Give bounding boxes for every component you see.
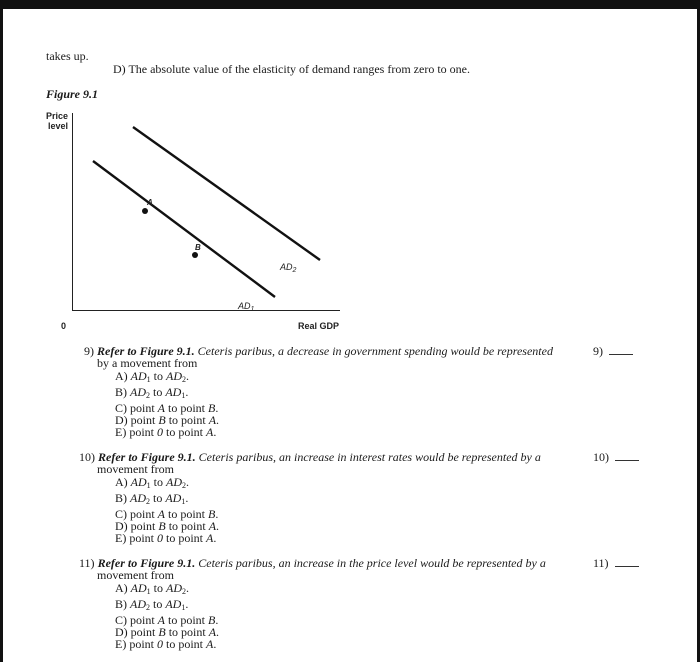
y-axis-label-line2: level <box>48 121 69 131</box>
previous-question-fragment: takes up. <box>46 49 89 63</box>
question-9-choice-d[interactable]: D) point B to point A. <box>115 413 220 427</box>
question-10-choice-a[interactable]: A) $AD_1$ to $AD_2$. <box>115 475 190 490</box>
point-b-marker <box>192 252 198 258</box>
origin-label: 0 <box>61 321 67 331</box>
answer-blank-10[interactable] <box>615 451 639 461</box>
question-10-choice-d[interactable]: D) point B to point A. <box>115 519 220 533</box>
question-10-choice-b[interactable]: B) $AD_2$ to $AD_1$. <box>115 491 189 506</box>
question-11-choice-b[interactable]: B) $AD_2$ to $AD_1$. <box>115 597 189 612</box>
question-9-stem-line2: by a movement from <box>97 356 198 370</box>
question-11-refer: Refer to Figure 9.1. <box>97 556 196 570</box>
y-axis-label-line1: Price <box>46 111 69 121</box>
question-9-number: 9) <box>84 344 94 358</box>
question-11-number: 11) <box>79 556 95 570</box>
point-b-label: B <box>195 243 201 252</box>
question-11-choice-a[interactable]: A) $AD_1$ to $AD_2$. <box>115 581 190 596</box>
window-top-bar <box>0 0 700 9</box>
point-a-label: A <box>147 198 153 207</box>
question-10-number: 10) <box>79 450 95 464</box>
question-9-choice-e[interactable]: E) point 0 to point A. <box>115 425 217 439</box>
question-9-refer: Refer to Figure 9.1. <box>97 344 195 358</box>
question-10-stem-line2: movement from <box>97 462 174 476</box>
ad1-label: $AD_1$ <box>238 301 255 313</box>
question-9-text: Ceteris paribus, a decrease in government spending would be represented <box>197 344 553 358</box>
previous-option-d: D) The absolute value of the elasticity of demand ranges from zero to one. <box>113 62 470 76</box>
x-axis-label: Real GDP <box>298 321 340 331</box>
ad2-curve <box>133 127 320 260</box>
answer-slot-9-number: 9) <box>593 344 603 358</box>
question-11-choice-d[interactable]: D) point B to point A. <box>115 625 220 639</box>
question-9-choice-a[interactable]: A) $AD_1$ to $AD_2$. <box>115 369 190 384</box>
answer-slot-11-number: 11) <box>593 556 609 570</box>
question-11-choice-e[interactable]: E) point 0 to point A. <box>115 637 217 651</box>
question-10-choice-c[interactable]: C) point A to point B. <box>115 507 219 521</box>
answer-blank-11[interactable] <box>615 557 639 567</box>
answer-slot-10-number: 10) <box>593 450 609 464</box>
question-9-choice-c[interactable]: C) point A to point B. <box>115 401 219 415</box>
figure-9-1-graph <box>40 105 360 337</box>
question-9-choice-b[interactable]: B) $AD_2$ to $AD_1$. <box>115 385 189 400</box>
question-10-refer: Refer to Figure 9.1. <box>98 450 196 464</box>
point-a-marker <box>142 208 148 214</box>
ad2-label: $AD_2$ <box>280 262 297 274</box>
answer-blank-9[interactable] <box>609 345 633 355</box>
ad1-curve <box>93 161 275 297</box>
question-11-choice-c[interactable]: C) point A to point B. <box>115 613 219 627</box>
question-10-text: Ceteris paribus, an increase in interest rates would be represented by a <box>198 450 541 464</box>
question-10-choice-e[interactable]: E) point 0 to point A. <box>115 531 217 545</box>
answer-slot-10[interactable] <box>593 451 639 464</box>
figure-caption: Figure 9.1 <box>46 87 99 101</box>
answer-slot-11[interactable] <box>593 557 639 570</box>
question-11-stem-line2: movement from <box>97 568 174 582</box>
window-left-border <box>0 0 3 662</box>
question-11-text: Ceteris paribus, an increase in the price level would be represented by a <box>198 556 546 570</box>
answer-slot-9[interactable] <box>593 345 633 358</box>
